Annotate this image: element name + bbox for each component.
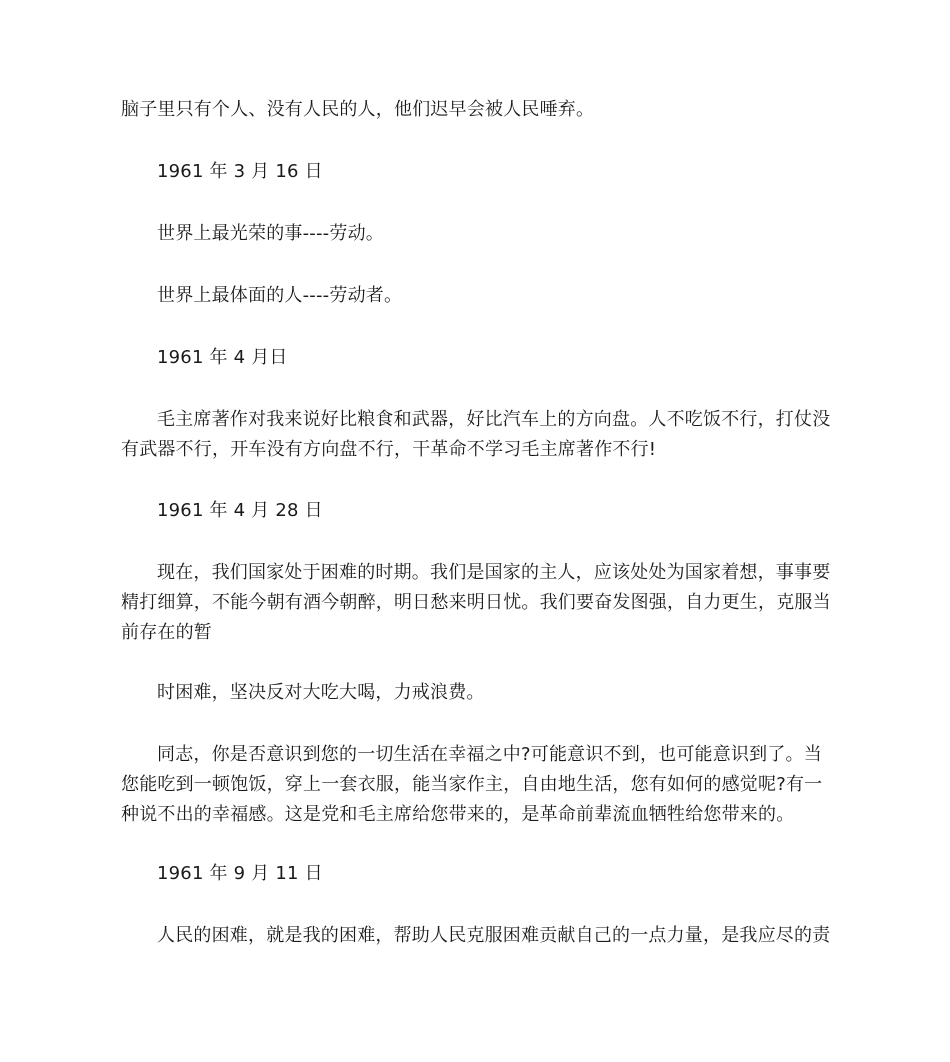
text-line: 前存在的暂 [121, 622, 212, 643]
text-line: 世界上最光荣的事----劳动。 [157, 223, 384, 244]
text-line: 种说不出的幸福感。这是党和毛主席给您带来的，是革命前辈流血牺牲给您带来的。 [121, 804, 795, 825]
text-line: 同志，你是否意识到您的一切生活在幸福之中?可能意识不到，也可能意识到了。当 [157, 744, 822, 765]
text-line: 世界上最体面的人----劳动者。 [157, 285, 403, 306]
paragraph-decent-laborer [121, 281, 831, 311]
paragraph-happiness [121, 740, 831, 830]
paragraph-oppose-waste [121, 678, 831, 708]
date-heading-1961-03-16 [121, 157, 831, 187]
text-line: 人民的困难，就是我的困难，帮助人民克服困难贡献自己的一点力量，是我应尽的责 [157, 925, 831, 946]
date-heading-1961-04 [121, 343, 831, 373]
text-line: 1961 年 9 月 11 日 [157, 863, 323, 884]
paragraph-glorious-labor [121, 219, 831, 249]
text-line: 1961 年 4 月 28 日 [157, 500, 323, 521]
text-line: 现在，我们国家处于困难的时期。我们是国家的主人，应该处处为国家着想，事事要 [157, 562, 831, 583]
paragraph-mao-works [121, 405, 831, 465]
text-line: 脑子里只有个人、没有人民的人，他们迟早会被人民唾弃。 [121, 99, 595, 120]
paragraph-difficult-period [121, 558, 831, 648]
text-line: 1961 年 3 月 16 日 [157, 161, 323, 182]
text-line: 1961 年 4 月日 [157, 347, 288, 368]
text-line: 您能吃到一顿饱饭，穿上一套衣服，能当家作主，自由地生活，您有如何的感觉呢?有一 [121, 774, 823, 795]
text-line: 有武器不行，开车没有方向盘不行，干革命不学习毛主席著作不行! [121, 439, 657, 460]
text-line: 精打细算，不能今朝有酒今朝醉，明日愁来明日忧。我们要奋发图强，自力更生，克服当 [121, 592, 831, 613]
paragraph-people-difficulty [121, 921, 831, 951]
paragraph-individualism [121, 95, 831, 125]
date-heading-1961-09-11 [121, 859, 831, 889]
text-line: 毛主席著作对我来说好比粮食和武器，好比汽车上的方向盘。人不吃饭不行，打仗没 [157, 409, 831, 430]
text-line: 时困难，坚决反对大吃大喝，力戒浪费。 [157, 682, 485, 703]
date-heading-1961-04-28 [121, 496, 831, 526]
